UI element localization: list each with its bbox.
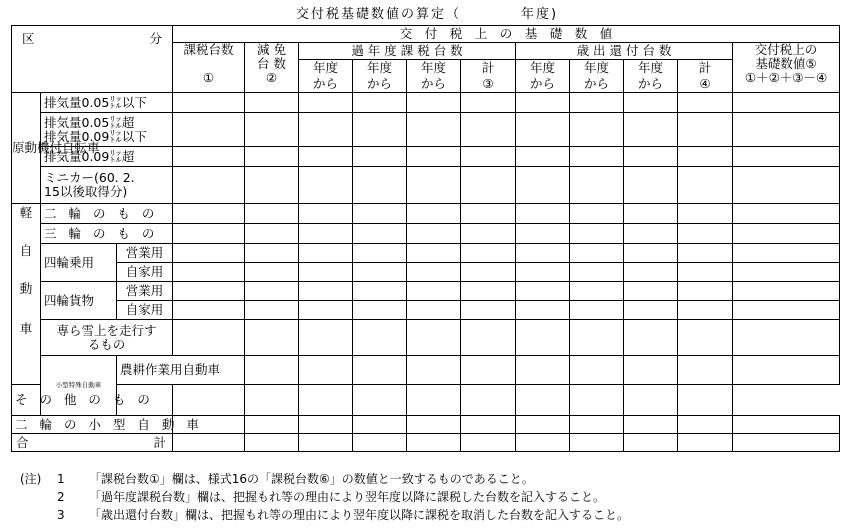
- note-item: 2 「過年度課税台数」欄は、把握もれ等の理由により翌年度以降に課税した台数を記入すること。: [57, 490, 606, 504]
- data-cell: [353, 93, 407, 113]
- row-sublabel: 営業用: [117, 244, 173, 263]
- moped-category-label: 原動機付自転車: [12, 93, 41, 204]
- refund-nendo-2: 年度: [570, 60, 624, 77]
- data-cell: [299, 320, 353, 356]
- data-cell: [570, 244, 624, 263]
- data-cell: [570, 416, 624, 434]
- data-cell: [461, 320, 516, 356]
- data-cell: [407, 113, 461, 147]
- data-cell: [245, 320, 299, 356]
- row-sublabel: 営業用: [117, 282, 173, 301]
- past-nendo-2: 年度: [353, 60, 407, 77]
- data-cell: [461, 167, 516, 204]
- table-row: [12, 385, 840, 416]
- data-cell: [624, 356, 678, 385]
- data-cell: [461, 356, 516, 385]
- data-cell: [407, 244, 461, 263]
- data-cell: [570, 301, 624, 320]
- table-row: [12, 356, 840, 385]
- row-label: ミニカー(60. 2. 15以後取得分): [41, 167, 173, 204]
- data-cell: [353, 416, 407, 434]
- row-label: 農耕作業用自動車: [117, 356, 245, 385]
- data-cell: [678, 244, 733, 263]
- table-row: [12, 263, 840, 282]
- data-cell: [173, 301, 245, 320]
- data-cell: [461, 434, 516, 452]
- refund-kara-3: から: [624, 77, 678, 93]
- data-cell: [245, 385, 299, 416]
- data-cell: [245, 356, 299, 385]
- data-cell: [678, 356, 733, 385]
- data-cell: [407, 93, 461, 113]
- kubun-right: 分: [149, 31, 162, 46]
- data-cell: [353, 301, 407, 320]
- form-title: 交付税基礎数値の算定（ 年度): [295, 7, 559, 22]
- data-cell: [407, 167, 461, 204]
- data-cell: [299, 113, 353, 147]
- refund-nendo-1: 年度: [516, 60, 570, 77]
- data-cell: [678, 385, 733, 416]
- total-row: [12, 434, 840, 452]
- data-cell: [733, 320, 840, 356]
- data-cell: [624, 204, 678, 224]
- row-label: 三 輪 の も の: [41, 224, 173, 244]
- data-cell: [353, 167, 407, 204]
- data-cell: [624, 385, 678, 416]
- data-cell: [353, 224, 407, 244]
- row-label: 四輪貨物: [41, 282, 117, 320]
- data-cell: [299, 416, 353, 434]
- data-cell: [407, 320, 461, 356]
- data-cell: [733, 224, 840, 244]
- kubun-left: 区: [22, 31, 35, 46]
- data-cell: [678, 167, 733, 204]
- total-label: 合 計: [12, 434, 173, 452]
- note-item: 3 「歳出還付台数」欄は、把握もれ等の理由により翌年度以降に課税を取消した台数を記入すること。: [57, 508, 630, 522]
- refund-kei-num: ④: [678, 77, 733, 93]
- past-kara-2: から: [353, 77, 407, 93]
- data-cell: [624, 320, 678, 356]
- data-cell: [678, 301, 733, 320]
- data-cell: [299, 147, 353, 167]
- data-cell: [570, 385, 624, 416]
- row-label: 専ら雪上を走行す るもの: [41, 320, 173, 356]
- data-cell: [624, 224, 678, 244]
- past-nendo-1: 年度: [299, 60, 353, 77]
- refund-kara-2: から: [570, 77, 624, 93]
- data-cell: [461, 282, 516, 301]
- data-cell: [461, 244, 516, 263]
- data-cell: [299, 224, 353, 244]
- data-cell: [516, 263, 570, 282]
- data-cell: [461, 93, 516, 113]
- data-cell: [461, 224, 516, 244]
- row-sublabel: 自家用: [117, 301, 173, 320]
- data-cell: [516, 416, 570, 434]
- data-cell: [516, 385, 570, 416]
- past-kei: 計: [461, 60, 516, 77]
- past-kara-1: から: [299, 77, 353, 93]
- data-cell: [299, 167, 353, 204]
- refund-group: 歳 出 還 付 台 数: [516, 43, 733, 60]
- data-cell: [678, 416, 733, 434]
- data-cell: [570, 204, 624, 224]
- table-row: [12, 320, 840, 356]
- row-label: 二 輪 の 小 型 自 動 車: [12, 416, 173, 434]
- data-cell: [461, 113, 516, 147]
- data-cell: [407, 416, 461, 434]
- col-exempt-count: 減 免 台 数 ②: [245, 43, 299, 93]
- data-cell: [516, 147, 570, 167]
- table-row: [12, 147, 840, 167]
- data-cell: [245, 263, 299, 282]
- data-cell: [245, 244, 299, 263]
- data-cell: [245, 301, 299, 320]
- data-cell: [173, 434, 245, 452]
- table-row: [12, 301, 840, 320]
- data-cell: [461, 385, 516, 416]
- data-cell: [353, 263, 407, 282]
- data-cell: [173, 224, 245, 244]
- data-cell: [624, 113, 678, 147]
- data-cell: [678, 282, 733, 301]
- table-row: [12, 224, 840, 244]
- data-cell: [173, 244, 245, 263]
- data-cell: [678, 113, 733, 147]
- data-cell: [407, 204, 461, 224]
- data-cell: [624, 301, 678, 320]
- data-cell: [678, 224, 733, 244]
- past-kara-3: から: [407, 77, 461, 93]
- data-cell: [678, 263, 733, 282]
- data-cell: [516, 282, 570, 301]
- data-cell: [299, 282, 353, 301]
- notes: [20, 470, 629, 524]
- data-cell: [353, 282, 407, 301]
- data-cell: [570, 224, 624, 244]
- data-cell: [173, 385, 245, 416]
- data-cell: [461, 416, 516, 434]
- table-row: [12, 113, 840, 147]
- data-cell: [570, 113, 624, 147]
- data-cell: [407, 224, 461, 244]
- data-cell: [353, 434, 407, 452]
- data-cell: [624, 416, 678, 434]
- data-cell: [624, 167, 678, 204]
- data-cell: [245, 416, 299, 434]
- data-cell: [353, 244, 407, 263]
- table-row: [12, 282, 840, 301]
- data-cell: [624, 282, 678, 301]
- data-cell: [173, 147, 245, 167]
- data-cell: [733, 434, 840, 452]
- data-cell: [733, 244, 840, 263]
- data-cell: [299, 434, 353, 452]
- data-cell: [173, 263, 245, 282]
- past-nendo-3: 年度: [407, 60, 461, 77]
- data-cell: [461, 301, 516, 320]
- data-cell: [624, 434, 678, 452]
- data-cell: [570, 282, 624, 301]
- data-cell: [516, 244, 570, 263]
- data-cell: [516, 356, 570, 385]
- data-cell: [733, 204, 840, 224]
- data-cell: [407, 282, 461, 301]
- data-cell: [353, 385, 407, 416]
- past-kei-num: ③: [461, 77, 516, 93]
- data-cell: [570, 320, 624, 356]
- data-cell: [245, 167, 299, 204]
- row-label: 二 輪 の も の: [41, 204, 173, 224]
- data-cell: [678, 320, 733, 356]
- data-cell: [678, 204, 733, 224]
- data-cell: [570, 434, 624, 452]
- row-label: 排気量0.05㍑以下: [41, 93, 173, 113]
- data-cell: [733, 93, 840, 113]
- data-cell: [678, 434, 733, 452]
- data-cell: [353, 147, 407, 167]
- data-cell: [733, 356, 840, 385]
- data-cell: [570, 167, 624, 204]
- data-cell: [299, 385, 353, 416]
- kubun-header: [12, 26, 173, 93]
- data-cell: [516, 113, 570, 147]
- refund-kei: 計: [678, 60, 733, 77]
- data-cell: [173, 320, 245, 356]
- data-cell: [570, 356, 624, 385]
- refund-nendo-3: 年度: [624, 60, 678, 77]
- row-label: 排気量0.05㍑超 排気量0.09㍑以下: [41, 113, 173, 147]
- data-cell: [516, 320, 570, 356]
- data-cell: [624, 244, 678, 263]
- data-cell: [733, 167, 840, 204]
- data-cell: [353, 356, 407, 385]
- table-row: [12, 416, 840, 434]
- table-row: [12, 167, 840, 204]
- data-cell: [516, 301, 570, 320]
- data-cell: [516, 224, 570, 244]
- data-cell: [570, 93, 624, 113]
- row-label: そ の 他 の も の: [12, 385, 117, 416]
- table-row: [12, 244, 840, 263]
- data-cell: [624, 263, 678, 282]
- data-cell: [173, 167, 245, 204]
- data-cell: [407, 385, 461, 416]
- data-cell: [461, 147, 516, 167]
- past-year-group: 過 年 度 課 税 台 数: [299, 43, 516, 60]
- data-cell: [678, 93, 733, 113]
- data-cell: [173, 204, 245, 224]
- data-cell: [353, 113, 407, 147]
- data-cell: [461, 263, 516, 282]
- data-cell: [733, 147, 840, 167]
- data-cell: [516, 204, 570, 224]
- data-cell: [299, 204, 353, 224]
- data-cell: [245, 147, 299, 167]
- data-cell: [516, 167, 570, 204]
- data-cell: [245, 282, 299, 301]
- kei-car-category-label: 軽 自 動 車: [12, 204, 41, 385]
- row-label: 四輪乗用: [41, 244, 117, 282]
- data-cell: [173, 282, 245, 301]
- data-cell: [173, 113, 245, 147]
- note-item: (注) 1 「課税台数①」欄は、様式16の「課税台数⑥」の数値と一致するものであること。: [20, 472, 534, 486]
- small-special-category-label: 小型特殊自動車: [41, 356, 117, 416]
- data-cell: [516, 434, 570, 452]
- basis-value-table: [11, 25, 840, 452]
- col-taxed-count: 課税台数 ①: [173, 43, 245, 93]
- table-row: [12, 204, 840, 224]
- data-cell: [570, 147, 624, 167]
- data-cell: [299, 356, 353, 385]
- row-sublabel: 自家用: [117, 263, 173, 282]
- data-cell: [407, 301, 461, 320]
- data-cell: [407, 356, 461, 385]
- data-cell: [299, 93, 353, 113]
- data-cell: [245, 113, 299, 147]
- table-row: [12, 93, 840, 113]
- data-cell: [173, 93, 245, 113]
- data-cell: [733, 113, 840, 147]
- group-title: 交 付 税 上 の 基 礎 数 値: [173, 26, 840, 43]
- data-cell: [299, 244, 353, 263]
- data-cell: [245, 93, 299, 113]
- data-cell: [407, 434, 461, 452]
- data-cell: [245, 434, 299, 452]
- data-cell: [733, 282, 840, 301]
- refund-kara-1: から: [516, 77, 570, 93]
- data-cell: [733, 301, 840, 320]
- data-cell: [299, 301, 353, 320]
- data-cell: [570, 263, 624, 282]
- data-cell: [353, 320, 407, 356]
- data-cell: [461, 204, 516, 224]
- data-cell: [353, 204, 407, 224]
- data-cell: [407, 147, 461, 167]
- data-cell: [733, 416, 840, 434]
- data-cell: [624, 147, 678, 167]
- data-cell: [516, 93, 570, 113]
- data-cell: [624, 93, 678, 113]
- data-cell: [678, 147, 733, 167]
- row-label: 排気量0.09㍑超: [41, 147, 173, 167]
- data-cell: [245, 224, 299, 244]
- data-cell: [245, 204, 299, 224]
- data-cell: [299, 263, 353, 282]
- data-cell: [733, 263, 840, 282]
- data-cell: [407, 263, 461, 282]
- col-basis-value: 交付税上の 基礎数値⑤ ①＋②＋③－④: [733, 43, 840, 93]
